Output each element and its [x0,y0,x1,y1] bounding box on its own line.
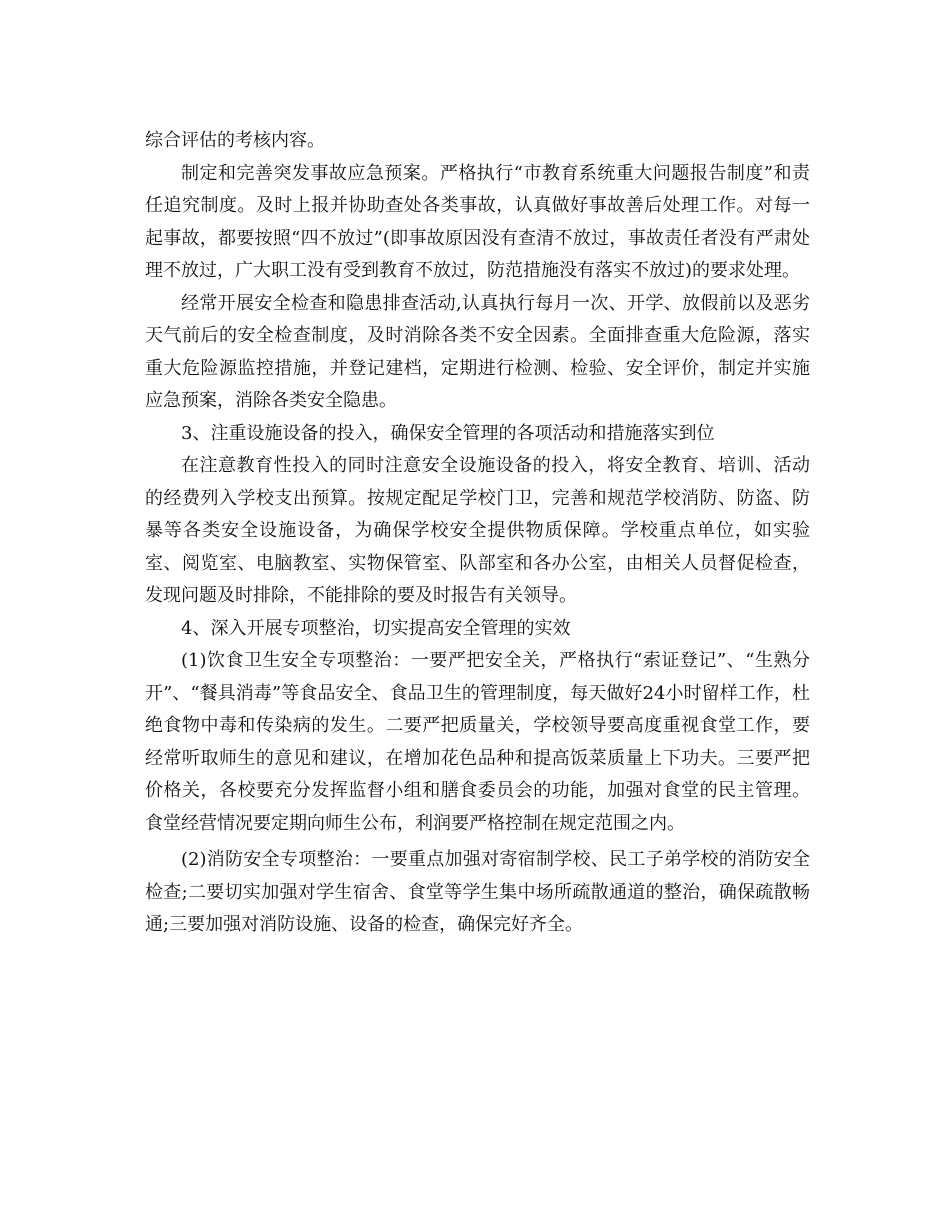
paragraph-food-safety: (1)饮食卫生安全专项整治：一要严把安全关，严格执行“索证登记”、“生熟分开”、“餐具消毒”等食品安全、食品卫生的管理制度，每天做好24小时留样工作，杜绝食物中毒和传染病的发生。二要严把质量关，学校领导要高度重视食堂工作，要经常听取师生的意见和建议，在增加花色品种和提高饭菜质量上下功夫。三要严把价格关，各校要充分发挥监督小组和膳食委员会的功能，加强对食堂的民主管理。食堂经营情况要定期向师生公布，利润要严格控制在规定范围之内。 [145,650,810,834]
paragraph-fire-safety: (2)消防安全专项整治：一要重点加强对寄宿制学校、民工子弟学校的消防安全检查;二要切实加强对学生宿舍、食堂等学生集中场所疏散通道的整治，确保疏散畅通;三要加强对消防设施、设备的检查，确保完好齐全。 [145,849,810,935]
section-heading-special-rectification: 4、深入开展专项整治，切实提高安全管理的实效 [181,617,571,639]
section-heading-facilities: 3、注重设施设备的投入，确保安全管理的各项活动和措施落实到位 [181,422,715,444]
document-body [145,125,810,942]
paragraph-continuation: 综合评估的考核内容。 [145,130,325,151]
paragraph-facilities-investment: 在注意教育性投入的同时注意安全设施设备的投入，将安全教育、培训、活动的经费列入学校支出预算。按规定配足学校门卫，完善和规范学校消防、防盗、防暴等各类安全设施设备，为确保学校安全提供物质保障。学校重点单位，如实验室、阅览室、电脑教室、实物保管室、队部室和各办公室，由相关人员督促检查，发现问题及时排除，不能排除的要及时报告有关领导。 [145,455,810,606]
paragraph-emergency-plan: 制定和完善突发事故应急预案。严格执行“市教育系统重大问题报告制度”和责任追究制度。及时上报并协助查处各类事故，认真做好事故善后处理工作。对每一起事故，都要按照“四不放过”(即事故原因没有查清不放过，事故责任者没有严肃处理不放过，广大职工没有受到教育不放过，防范措施没有落实不放过)的要求处理。 [145,162,810,281]
paragraph-safety-inspection: 经常开展安全检查和隐患排查活动,认真执行每月一次、开学、放假前以及恶劣天气前后的安全检查制度，及时消除各类不安全因素。全面排查重大危险源，落实重大危险源监控措施，并登记建档，定期进行检测、检验、安全评价，制定并实施应急预案，消除各类安全隐患。 [145,292,810,411]
